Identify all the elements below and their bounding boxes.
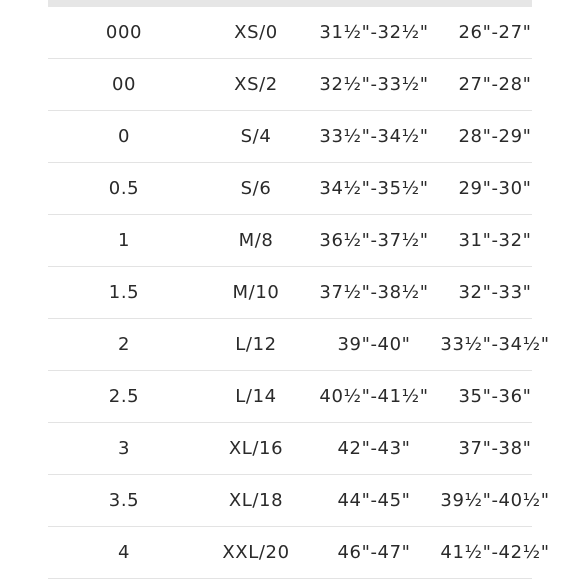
waist-cell: 37"-38" [458,438,532,459]
alpha-size-cell: M/8 [238,230,274,251]
table-row [48,163,532,215]
bust-cell: 42"-43" [337,438,411,459]
alpha-size-cell: XXL/20 [222,542,290,563]
table-row [48,371,532,423]
table-row [48,111,532,163]
alpha-size-cell: M/10 [232,282,280,303]
size-cell: 4 [117,542,131,563]
waist-cell: 32"-33" [458,282,532,303]
size-cell: 00 [111,74,137,95]
size-cell: 1.5 [108,282,140,303]
size-cell: 0.5 [108,178,140,199]
table-row [48,319,550,371]
waist-cell: 41½"-42½" [440,542,550,563]
alpha-size-cell: XL/18 [228,490,284,511]
bust-cell: 40½"-41½" [319,386,429,407]
table-header-strip [48,0,532,7]
size-cell: 2.5 [108,386,140,407]
bust-cell: 39"-40" [337,334,411,355]
waist-cell: 27"-28" [458,74,532,95]
waist-cell: 29"-30" [458,178,532,199]
table-row [48,267,532,319]
bust-cell: 37½"-38½" [319,282,429,303]
alpha-size-cell: S/4 [240,126,272,147]
waist-cell: 39½"-40½" [440,490,550,511]
bust-cell: 33½"-34½" [319,126,429,147]
table-row [48,7,532,59]
size-cell: 3.5 [108,490,140,511]
size-cell: 000 [105,22,143,43]
waist-cell: 31"-32" [458,230,532,251]
table-row [48,475,550,527]
bust-cell: 46"-47" [337,542,411,563]
size-chart-table [48,0,550,580]
bust-cell: 32½"-33½" [319,74,429,95]
bust-cell: 44"-45" [337,490,411,511]
size-cell: 0 [117,126,131,147]
alpha-size-cell: XS/2 [234,74,278,95]
alpha-size-cell: XS/0 [234,22,278,43]
waist-cell: 26"-27" [458,22,532,43]
table-row [48,59,532,111]
bust-cell: 36½"-37½" [319,230,429,251]
size-cell: 1 [117,230,131,251]
waist-cell: 33½"-34½" [440,334,550,355]
bust-cell: 31½"-32½" [319,22,429,43]
alpha-size-cell: L/12 [235,334,277,355]
alpha-size-cell: L/14 [235,386,277,407]
size-cell: 3 [117,438,131,459]
size-cell: 2 [117,334,131,355]
bust-cell: 34½"-35½" [319,178,429,199]
alpha-size-cell: XL/16 [228,438,284,459]
waist-cell: 35"-36" [458,386,532,407]
table-row [48,423,532,475]
table-row [48,527,550,579]
waist-cell: 28"-29" [458,126,532,147]
table-row [48,215,532,267]
alpha-size-cell: S/6 [240,178,272,199]
